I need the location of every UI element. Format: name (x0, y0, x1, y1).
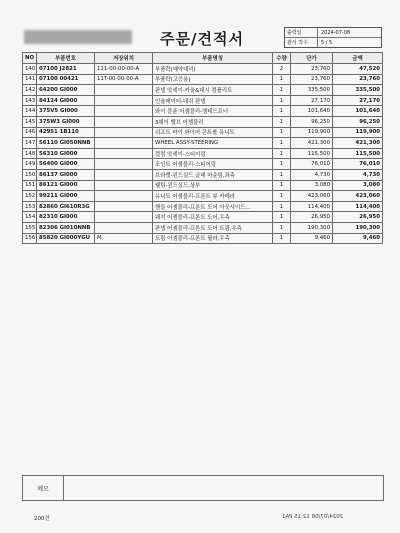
table-row (23, 222, 383, 233)
cell-quantity: 2 (273, 64, 291, 75)
cell-amount: 47,520 (333, 64, 383, 75)
cell-part-number: 84124 GI000 (37, 95, 95, 106)
cell-part-name: 부품락(예약대리) (153, 64, 273, 75)
table-row (23, 148, 383, 159)
cell-location (95, 169, 153, 180)
redacted-header-info (24, 30, 132, 44)
header-part-number: 부품번호 (37, 53, 95, 64)
cell-amount: 26,950 (333, 212, 383, 223)
cell-no: 146 (23, 127, 37, 138)
cell-quantity: 1 (273, 95, 291, 106)
header-unit-price: 단가 (291, 53, 333, 64)
table-row (23, 212, 383, 223)
meta-value: 2024-07-08 (321, 29, 351, 36)
cell-quantity: 1 (273, 106, 291, 117)
meta-value: 5 / 5 (321, 39, 333, 46)
cell-amount: 190,300 (333, 222, 383, 233)
cell-location (95, 106, 153, 117)
cell-amount: 423,060 (333, 191, 383, 202)
table-row (23, 85, 383, 96)
cell-part-number: 64200 GI000 (37, 85, 95, 96)
cell-amount: 4,730 (333, 169, 383, 180)
table-row (23, 180, 383, 191)
memo-box (22, 475, 384, 501)
table-row (23, 191, 383, 202)
cell-amount: 96,250 (333, 116, 383, 127)
cell-part-number: 99211 GI000 (37, 191, 95, 202)
cell-amount: 27,170 (333, 95, 383, 106)
cell-unit-price: 27,170 (291, 95, 333, 106)
cell-quantity: 1 (273, 85, 291, 96)
cell-part-name: 유니트 어셈블리-프론트 뷰 카메라 (153, 191, 273, 202)
cell-no: 144 (23, 106, 37, 117)
cell-no: 147 (23, 138, 37, 149)
cell-part-name: 트림 어셈블리-프론트 필라,우측 (153, 233, 273, 244)
cell-no: 151 (23, 180, 37, 191)
cell-no: 150 (23, 169, 37, 180)
cell-unit-price: 23,760 (291, 74, 333, 85)
cell-part-number: 56400 GI000 (37, 159, 95, 170)
cell-part-name: 쉬프트 바이 와이어 콘트롤 유니트 (153, 127, 273, 138)
cell-location (95, 201, 153, 212)
table-row (23, 138, 383, 149)
cell-quantity: 1 (273, 233, 291, 244)
cell-amount: 114,400 (333, 201, 383, 212)
cell-quantity: 1 (273, 127, 291, 138)
cell-quantity: 1 (273, 201, 291, 212)
cell-location (95, 138, 153, 149)
table-row (23, 106, 383, 117)
cell-part-name: WHEEL ASSY-STEERING (153, 138, 273, 149)
cell-part-name: 핸들 어셈블리-프론트 도어 아웃사이드... (153, 201, 273, 212)
header-no: NO (23, 53, 37, 64)
header-amount: 금액 (333, 53, 383, 64)
cell-unit-price: 335,500 (291, 85, 333, 96)
cell-amount: 9,460 (333, 233, 383, 244)
cell-location: 11T-00-00-00-A (95, 74, 153, 85)
memo-label: 메모 (23, 476, 64, 500)
cell-location (95, 85, 153, 96)
header-quantity: 수량 (273, 53, 291, 64)
cell-part-number: 86121 GI000 (37, 180, 95, 191)
cell-part-number: 82860 GI610R3G (37, 201, 95, 212)
cell-quantity: 1 (273, 180, 291, 191)
parts-table (22, 52, 383, 244)
cell-unit-price: 9,460 (291, 233, 333, 244)
cell-part-name: 판넬 앗세이-카울&대시 컴플리트 (153, 85, 273, 96)
cell-quantity: 1 (273, 212, 291, 223)
header-part-name: 부품명칭 (153, 53, 273, 64)
cell-amount: 115,500 (333, 148, 383, 159)
table-row (23, 116, 383, 127)
table-row (23, 95, 383, 106)
cell-no: 149 (23, 159, 37, 170)
cell-amount: 421,300 (333, 138, 383, 149)
table-row (23, 159, 383, 170)
cell-quantity: 1 (273, 222, 291, 233)
cell-unit-price: 114,400 (291, 201, 333, 212)
cell-unit-price: 26,950 (291, 212, 333, 223)
cell-location (95, 191, 153, 202)
cell-part-number: 375V5 GI000 (37, 106, 95, 117)
cell-part-number: 82306 GI010NNB (37, 222, 95, 233)
footer-count: 200건 (34, 516, 50, 522)
cell-quantity: 1 (273, 148, 291, 159)
meta-label: 관서 작수 (285, 38, 318, 47)
meta-row-print-date (285, 28, 381, 38)
print-meta-box (284, 27, 382, 48)
cell-part-name: 웨지 어셈블리-프론트 도어,우측 (153, 212, 273, 223)
cell-unit-price: 421,300 (291, 138, 333, 149)
table-row (23, 64, 383, 75)
cell-part-number: 86137 GI000 (37, 169, 95, 180)
table-row (23, 127, 383, 138)
cell-no: 156 (23, 233, 37, 244)
meta-label: 출력일 (285, 28, 318, 37)
cell-part-name: 컬럼 앗세이-스티어링 (153, 148, 273, 159)
cell-unit-price: 96,250 (291, 116, 333, 127)
cell-part-number: 07100 00421 (37, 74, 95, 85)
cell-location: 111-00-00-00-A (95, 64, 153, 75)
table-row (23, 169, 383, 180)
cell-no: 153 (23, 201, 37, 212)
footer-print-stamp: 2024/07/08 12:15 PA1 (282, 514, 344, 520)
table-row (23, 233, 383, 244)
cell-unit-price: 119,900 (291, 127, 333, 138)
cell-amount: 335,500 (333, 85, 383, 96)
cell-quantity: 1 (273, 191, 291, 202)
cell-location (95, 127, 153, 138)
cell-part-number: 375W3 GI000 (37, 116, 95, 127)
cell-quantity: 1 (273, 116, 291, 127)
cell-no: 145 (23, 116, 37, 127)
cell-unit-price: 423,060 (291, 191, 333, 202)
cell-amount: 3,080 (333, 180, 383, 191)
cell-part-name: 3웨이 밸브 어셈블리 (153, 116, 273, 127)
cell-unit-price: 3,080 (291, 180, 333, 191)
cell-amount: 119,900 (333, 127, 383, 138)
cell-unit-price: 115,500 (291, 148, 333, 159)
cell-part-number: 07100 J2821 (37, 64, 95, 75)
cell-amount: 23,760 (333, 74, 383, 85)
cell-part-name: 와이 블푼 어셈블리-엠테드프너 (153, 106, 273, 117)
cell-no: 152 (23, 191, 37, 202)
cell-part-number: 56310 GI000 (37, 148, 95, 159)
table-header-row (23, 53, 383, 64)
cell-no: 154 (23, 212, 37, 223)
cell-quantity: 1 (273, 169, 291, 180)
cell-location: M (95, 233, 153, 244)
cell-location (95, 212, 153, 223)
meta-row-page-count (285, 38, 381, 47)
cell-no: 143 (23, 95, 37, 106)
cell-unit-price: 76,010 (291, 159, 333, 170)
cell-no: 141 (23, 74, 37, 85)
cell-part-name: 브라켓-윈드실드 글래 마운팅,좌측 (153, 169, 273, 180)
cell-location (95, 159, 153, 170)
page-title: 주문/견적서 (160, 30, 244, 48)
cell-part-name: 웰팅-윈드실드,상부 (153, 180, 273, 191)
cell-unit-price: 23,760 (291, 64, 333, 75)
cell-unit-price: 4,730 (291, 169, 333, 180)
cell-part-number: 82310 GI000 (37, 212, 95, 223)
cell-no: 148 (23, 148, 37, 159)
cell-location (95, 180, 153, 191)
cell-part-number: 85820 GI000YGU (37, 233, 95, 244)
cell-no: 142 (23, 85, 37, 96)
cell-part-name: 판넬 어셈블리-프론트 도어 트림,우측 (153, 222, 273, 233)
cell-location (95, 148, 153, 159)
cell-quantity: 1 (273, 159, 291, 170)
cell-part-number: 42951 1B110 (37, 127, 95, 138)
cell-location (95, 95, 153, 106)
cell-part-name: 조인트 어셈블리-스티어링 (153, 159, 273, 170)
cell-no: 155 (23, 222, 37, 233)
table-row (23, 201, 383, 212)
cell-unit-price: 190,300 (291, 222, 333, 233)
cell-quantity: 1 (273, 74, 291, 85)
cell-quantity: 1 (273, 138, 291, 149)
table-row (23, 74, 383, 85)
cell-unit-price: 101,640 (291, 106, 333, 117)
header-location: 저장위치 (95, 53, 153, 64)
cell-part-number: 56110 GI050NNB (37, 138, 95, 149)
cell-part-name: 부품락(고증용) (153, 74, 273, 85)
cell-location (95, 222, 153, 233)
cell-no: 140 (23, 64, 37, 75)
cell-part-name: 인슐레이터-대쉬 판넬 (153, 95, 273, 106)
cell-amount: 101,640 (333, 106, 383, 117)
cell-amount: 76,010 (333, 159, 383, 170)
cell-location (95, 116, 153, 127)
